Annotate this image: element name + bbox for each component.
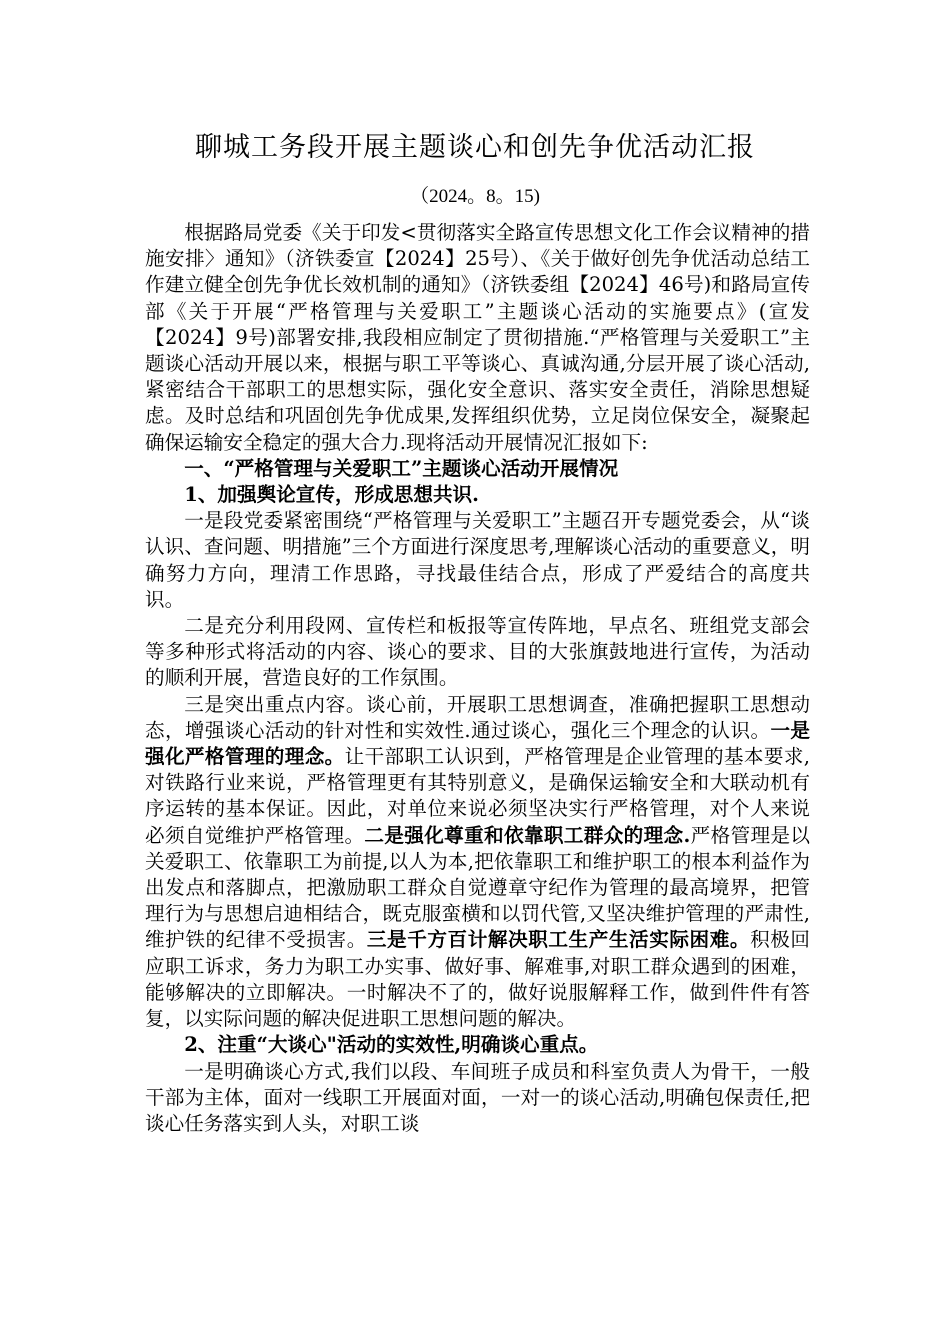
subsection-heading: 2、注重“大谈心"活动的实效性,明确谈心重点。	[184, 1033, 599, 1057]
body-paragraph: 一是段党委紧密围绕“严格管理与关爱职工”主题召开专题党委会，从“谈认识、查问题、明措施”三个方面进行深度思考,理解谈心活动的重要意义，明确努力方向，理清工作思路，寻找最佳结合点，形成了严爱结合的高度共识。	[145, 509, 810, 611]
paragraph-text: 严格管理是以关爱职工、依靠职工为前提,以人为本,把依靠职工和维护职工的根本利益作为出发点和落脚点，把激励职工群众自觉遵章守纪作为管理的最高境界，把管理行为与思想启迪相结合，既克服蛮横和以罚代管,又坚决维护管理的严肃性,维护铁的纪律不受损害。	[145, 823, 810, 952]
document-date: （2024。8。15)	[410, 186, 540, 207]
bold-phrase: 二是强化尊重和依靠职工群众的理念.	[364, 823, 691, 847]
paragraph-text: 三是突出重点内容。谈心前，开展职工思想调查，准确把握职工思想动态，增强谈心活动的针对性和实效性.通过谈心，强化三个理念的认识。	[145, 692, 810, 742]
paragraph-text: 积极回应职工诉求，务力为职工办实事、做好事、解难事,对职工群众遇到的困难，能够解决的立即解决。一时解决不了的，做好说服解释工作，做到件件有答复，以实际问题的解决促进职工思想问题的解决。	[145, 928, 811, 1031]
body-paragraph: 一是明确谈心方式,我们以段、车间班子成员和科室负责人为骨干，一般干部为主体，面对一线职工开展面对面，一对一的谈心活动,明确包保责任,把谈心任务落实到人头，对职工谈	[145, 1059, 810, 1135]
body-paragraph: 二是充分利用段网、宣传栏和板报等宣传阵地，早点名、班组党支部会等多种形式将活动的内容、谈心的要求、目的大张旗鼓地进行宣传，为活动的顺利开展，营造良好的工作氛围。	[145, 614, 810, 690]
section-heading: 一、“严格管理与关爱职工”主题谈心活动开展情况	[184, 456, 619, 480]
intro-paragraph: 根据路局党委《关于印发<贯彻落实全路宣传思想文化工作会议精神的措施安排〉通知》（济铁委宣【2024】25号）、《关于做好创先争优活动总结工作建立健全创先争优长效机制的通知》（济铁委组【2024】46号)和路局宣传部《关于开展“严格管理与关爱职工”主题谈心活动的实施要点》(宣发【2024】9号)部署安排,我段相应制定了贯彻措施.“严格管理与关爱职工”主题谈心活动开展以来，根据与职工平等谈心、真诚沟通,分层开展了谈心活动,紧密结合干部职工的思想实际，强化安全意识、落实安全责任，消除思想疑虑。及时总结和巩固创先争优成果,发挥组织优势，立足岗位保安全，凝聚起确保运输安全稳定的强大合力.现将活动开展情况汇报如下:	[145, 221, 810, 454]
body-paragraph	[145, 692, 810, 1033]
paragraph-text: 让干部职工认识到，严格管理是企业管理的基本要求,对铁路行业来说，严格管理更有其特别意义，是确保运输安全和大联动机有序运转的基本保证。因此，对单位来说必须坚决实行严格管理，对个人来说必须自觉维护严格管理。	[145, 745, 811, 847]
bold-phrase: 三是千方百计解决职工生产生活实际困难。	[366, 928, 751, 952]
document-body	[145, 220, 810, 1137]
bold-phrase: 一是强化严格管理的理念。	[145, 718, 810, 769]
subsection-heading: 1、加强舆论宣传，形成思想共识.	[184, 483, 479, 507]
document-title: 聊城工务段开展主题谈心和创先争优活动汇报	[195, 132, 755, 163]
